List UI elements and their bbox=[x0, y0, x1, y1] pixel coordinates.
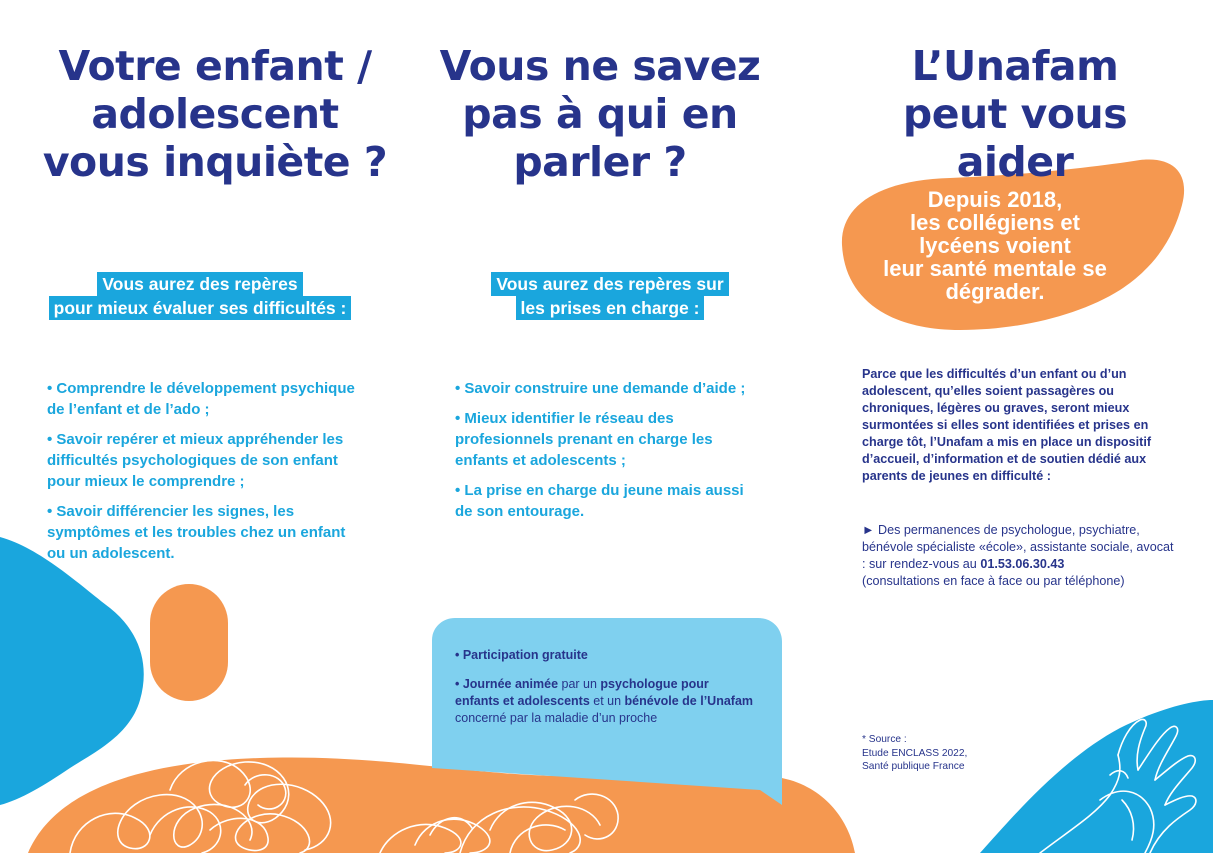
blob-line: les collégiens et bbox=[910, 210, 1080, 235]
bubble-item-journee bbox=[455, 676, 755, 727]
permanences-tail: (consultations en face à face ou par téléphone) bbox=[862, 574, 1125, 588]
list-item: • La prise en charge du jeune mais aussi de son entourage. bbox=[455, 482, 744, 520]
list-prise-en-charge bbox=[455, 378, 760, 531]
bubble-text: • Participation gratuite bbox=[455, 648, 588, 662]
title-inquiete bbox=[30, 42, 400, 186]
band-line: Vous aurez des repères bbox=[97, 272, 302, 296]
bubble-text: • Journée animée bbox=[455, 677, 559, 691]
band-reperes-prise-en-charge bbox=[440, 272, 780, 320]
band-line: pour mieux évaluer ses difficultés : bbox=[49, 296, 352, 320]
blob-line: lycéens voient bbox=[919, 233, 1071, 258]
band-line: les prises en charge : bbox=[516, 296, 705, 320]
bubble-text: concerné par la maladie d’un proche bbox=[455, 711, 658, 725]
list-item: • Mieux identifier le réseau des profesionnels prenant en charge les enfants et adolescents ; bbox=[455, 410, 713, 469]
list-item: • Savoir différencier les signes, les symptômes et les troubles chez un enfant ou un adolescent. bbox=[47, 503, 346, 562]
blob-line: Depuis 2018, bbox=[927, 187, 1063, 212]
source-line: * Source : bbox=[862, 734, 907, 745]
blue-blob-icon bbox=[0, 537, 144, 805]
title-line: Votre enfant / bbox=[58, 42, 372, 90]
blob-line: dégrader. bbox=[945, 279, 1045, 304]
title-parler bbox=[430, 42, 770, 186]
list-item: • Savoir construire une demande d’aide ; bbox=[455, 380, 746, 397]
orange-pill-icon bbox=[150, 584, 228, 701]
triangle-bullet-icon: ► bbox=[862, 523, 875, 537]
phone-number: 01.53.06.30.43 bbox=[980, 557, 1065, 571]
permanences-text: Des permanences de psychologue, psychiatre, bénévole spécialiste «école», assistante sociale, avocat : sur rendez-vous au bbox=[862, 523, 1174, 571]
permanences bbox=[862, 522, 1177, 590]
paragraph-dispositif: Parce que les difficultés d’un enfant ou d’un adolescent, qu’elles soient passagères ou chroniques, légères ou graves, seront mieux surmontées si elles sont identifiées et prises en charge tôt, l’Unafam a mis en place un dispositif d’accueil, d’information et de soutien dédié aux parents de jeunes en difficulté : bbox=[862, 367, 1152, 483]
bubble-text: psychologue pour enfants et adolescents bbox=[455, 677, 709, 708]
blob-statistic bbox=[850, 188, 1140, 303]
title-line: peut vous aider bbox=[902, 90, 1128, 186]
blob-line: leur santé mentale se bbox=[883, 256, 1107, 281]
title-line: vous inquiète ? bbox=[42, 138, 388, 186]
bubble-info bbox=[455, 647, 755, 739]
title-unafam bbox=[840, 42, 1190, 186]
source-line: Santé publique France bbox=[862, 761, 965, 772]
list-item: • Comprendre le développement psychique de l’enfant et de l’ado ; bbox=[47, 380, 355, 418]
bubble-item-gratuite bbox=[455, 647, 755, 664]
bubble-text: et un bbox=[589, 694, 625, 708]
band-line: Vous aurez des repères sur bbox=[491, 272, 728, 296]
title-line: pas à qui en bbox=[462, 90, 738, 138]
source-note bbox=[862, 733, 1022, 774]
source-line: Etude ENCLASS 2022, bbox=[862, 747, 968, 759]
list-reperes-enfant bbox=[47, 378, 367, 573]
blue-corner-icon bbox=[980, 700, 1213, 853]
bubble-text: par un bbox=[558, 677, 601, 691]
bubble-text: bénévole de l’Unafam bbox=[624, 694, 754, 708]
band-reperes-evaluer bbox=[20, 272, 380, 320]
title-line: parler ? bbox=[513, 138, 687, 186]
title-line: adolescent bbox=[91, 90, 339, 138]
title-line: L’Unafam bbox=[911, 42, 1119, 90]
list-item: • Savoir repérer et mieux appréhender les difficultés psychologiques de son enfant pour mieux le comprendre ; bbox=[47, 431, 344, 490]
title-line: Vous ne savez bbox=[439, 42, 761, 90]
